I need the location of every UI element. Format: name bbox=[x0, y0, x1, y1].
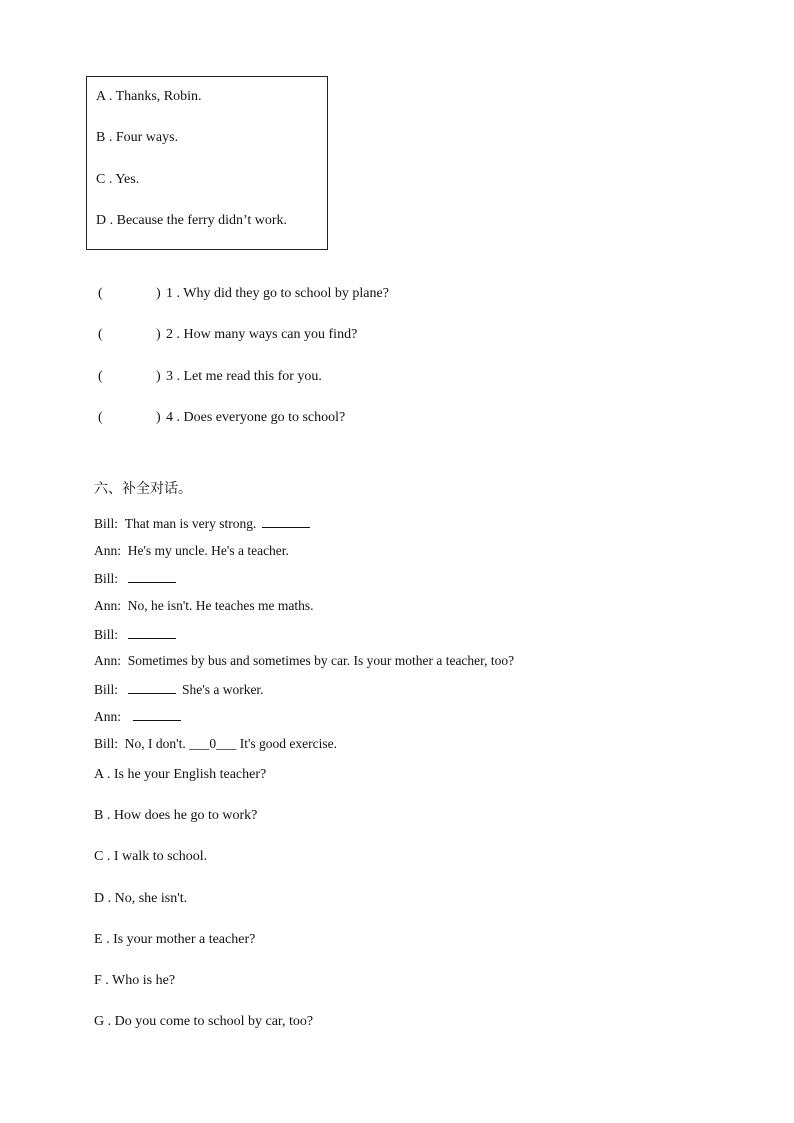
choice-sep: . bbox=[102, 932, 114, 947]
question-sep: . bbox=[173, 286, 184, 301]
speaker-name: Bill: bbox=[94, 682, 119, 697]
question-text: Does everyone go to school? bbox=[183, 410, 346, 425]
speaker-name: Bill: bbox=[94, 516, 119, 531]
choice-b bbox=[94, 808, 257, 824]
choice-text: Is your mother a teacher? bbox=[113, 932, 256, 947]
dialogue-line-7 bbox=[94, 681, 264, 698]
dialogue-line-4 bbox=[94, 598, 314, 614]
dialogue-line-1 bbox=[94, 515, 310, 532]
answer-paren-close: ) bbox=[156, 410, 161, 425]
choice-g bbox=[94, 1014, 313, 1030]
choice-letter: C bbox=[94, 849, 104, 864]
option-letter: A bbox=[96, 89, 106, 104]
answer-options-box bbox=[86, 76, 328, 250]
option-text: Yes. bbox=[115, 172, 140, 187]
question-number: 2 bbox=[166, 327, 173, 342]
dialogue-line-2 bbox=[94, 543, 289, 559]
question-number: 3 bbox=[166, 369, 173, 384]
choice-letter: F bbox=[94, 973, 102, 988]
dialogue-text: He's my uncle. He's a teacher. bbox=[127, 543, 289, 558]
option-sep: . bbox=[105, 89, 116, 104]
answer-paren-open[interactable]: ( bbox=[98, 369, 103, 384]
matching-item-3 bbox=[98, 369, 322, 385]
dialogue-line-8 bbox=[94, 708, 181, 725]
answer-paren-close: ) bbox=[156, 327, 161, 342]
dialogue-text: She's a worker. bbox=[182, 682, 264, 697]
choice-text: I walk to school. bbox=[113, 849, 208, 864]
option-text: Because the ferry didn’t work. bbox=[116, 213, 288, 228]
question-number: 4 bbox=[166, 410, 173, 425]
question-sep: . bbox=[173, 369, 184, 384]
dialogue-line-9 bbox=[94, 736, 337, 752]
dialogue-line-3 bbox=[94, 570, 176, 587]
speaker-name: Bill: bbox=[94, 571, 119, 586]
answer-paren-open[interactable]: ( bbox=[98, 286, 103, 301]
dialogue-text: No, he isn't. He teaches me maths. bbox=[127, 598, 314, 613]
option-letter: D bbox=[96, 213, 107, 228]
answer-paren-open[interactable]: ( bbox=[98, 410, 103, 425]
choice-letter: E bbox=[94, 932, 103, 947]
choice-e bbox=[94, 932, 255, 948]
option-sep: . bbox=[105, 130, 116, 145]
dialogue-line-5 bbox=[94, 626, 176, 643]
speaker-name: Ann: bbox=[94, 653, 121, 668]
choice-letter: D bbox=[94, 891, 105, 906]
option-sep: . bbox=[105, 172, 116, 187]
question-sep: . bbox=[173, 327, 184, 342]
option-sep: . bbox=[106, 213, 117, 228]
question-number: 1 bbox=[166, 286, 173, 301]
answer-paren-open[interactable]: ( bbox=[98, 327, 103, 342]
choice-text: No, she isn't. bbox=[114, 891, 188, 906]
option-b bbox=[96, 130, 178, 146]
answer-paren-close: ) bbox=[156, 286, 161, 301]
choice-text: Is he your English teacher? bbox=[113, 767, 267, 782]
option-letter: C bbox=[96, 172, 106, 187]
speaker-name: Bill: bbox=[94, 736, 119, 751]
choice-sep: . bbox=[103, 808, 114, 823]
section-title: 六、补全对话。 bbox=[94, 481, 192, 497]
choice-letter: A bbox=[94, 767, 104, 782]
question-text: Why did they go to school by plane? bbox=[183, 286, 389, 301]
option-text: Four ways. bbox=[115, 130, 179, 145]
matching-item-2 bbox=[98, 327, 357, 343]
choice-text: Who is he? bbox=[112, 973, 176, 988]
choice-letter: G bbox=[94, 1014, 105, 1029]
dialogue-text: Sometimes by bus and sometimes by car. Is your mother a teacher, too? bbox=[127, 653, 515, 668]
choice-d bbox=[94, 891, 187, 907]
choice-sep: . bbox=[103, 767, 114, 782]
answer-blank[interactable] bbox=[128, 626, 176, 639]
dialogue-text: No, I don't. ___0___ It's good exercise. bbox=[124, 736, 337, 751]
question-text: How many ways can you find? bbox=[183, 327, 358, 342]
option-letter: B bbox=[96, 130, 106, 145]
answer-paren-close: ) bbox=[156, 369, 161, 384]
matching-item-4 bbox=[98, 410, 345, 426]
dialogue-line-6 bbox=[94, 653, 514, 669]
choice-letter: B bbox=[94, 808, 104, 823]
option-a bbox=[96, 89, 202, 105]
choice-text: Do you come to school by car, too? bbox=[114, 1014, 314, 1029]
choice-c bbox=[94, 849, 207, 865]
question-text: Let me read this for you. bbox=[183, 369, 322, 384]
choice-text: How does he go to work? bbox=[113, 808, 258, 823]
answer-blank[interactable] bbox=[128, 570, 176, 583]
choice-sep: . bbox=[101, 973, 113, 988]
choice-sep: . bbox=[103, 849, 114, 864]
choice-sep: . bbox=[104, 1014, 115, 1029]
dialogue-text: That man is very strong. bbox=[124, 516, 257, 531]
answer-blank[interactable] bbox=[262, 515, 310, 528]
matching-item-1 bbox=[98, 286, 389, 302]
speaker-name: Ann: bbox=[94, 543, 121, 558]
answer-blank[interactable] bbox=[128, 681, 176, 694]
question-sep: . bbox=[173, 410, 184, 425]
choice-sep: . bbox=[104, 891, 115, 906]
choice-f bbox=[94, 973, 175, 989]
speaker-name: Ann: bbox=[94, 709, 121, 724]
answer-blank[interactable] bbox=[133, 708, 181, 721]
speaker-name: Ann: bbox=[94, 598, 121, 613]
option-c bbox=[96, 172, 139, 188]
choice-a bbox=[94, 767, 266, 783]
option-text: Thanks, Robin. bbox=[115, 89, 202, 104]
speaker-name: Bill: bbox=[94, 627, 119, 642]
option-d bbox=[96, 213, 287, 229]
